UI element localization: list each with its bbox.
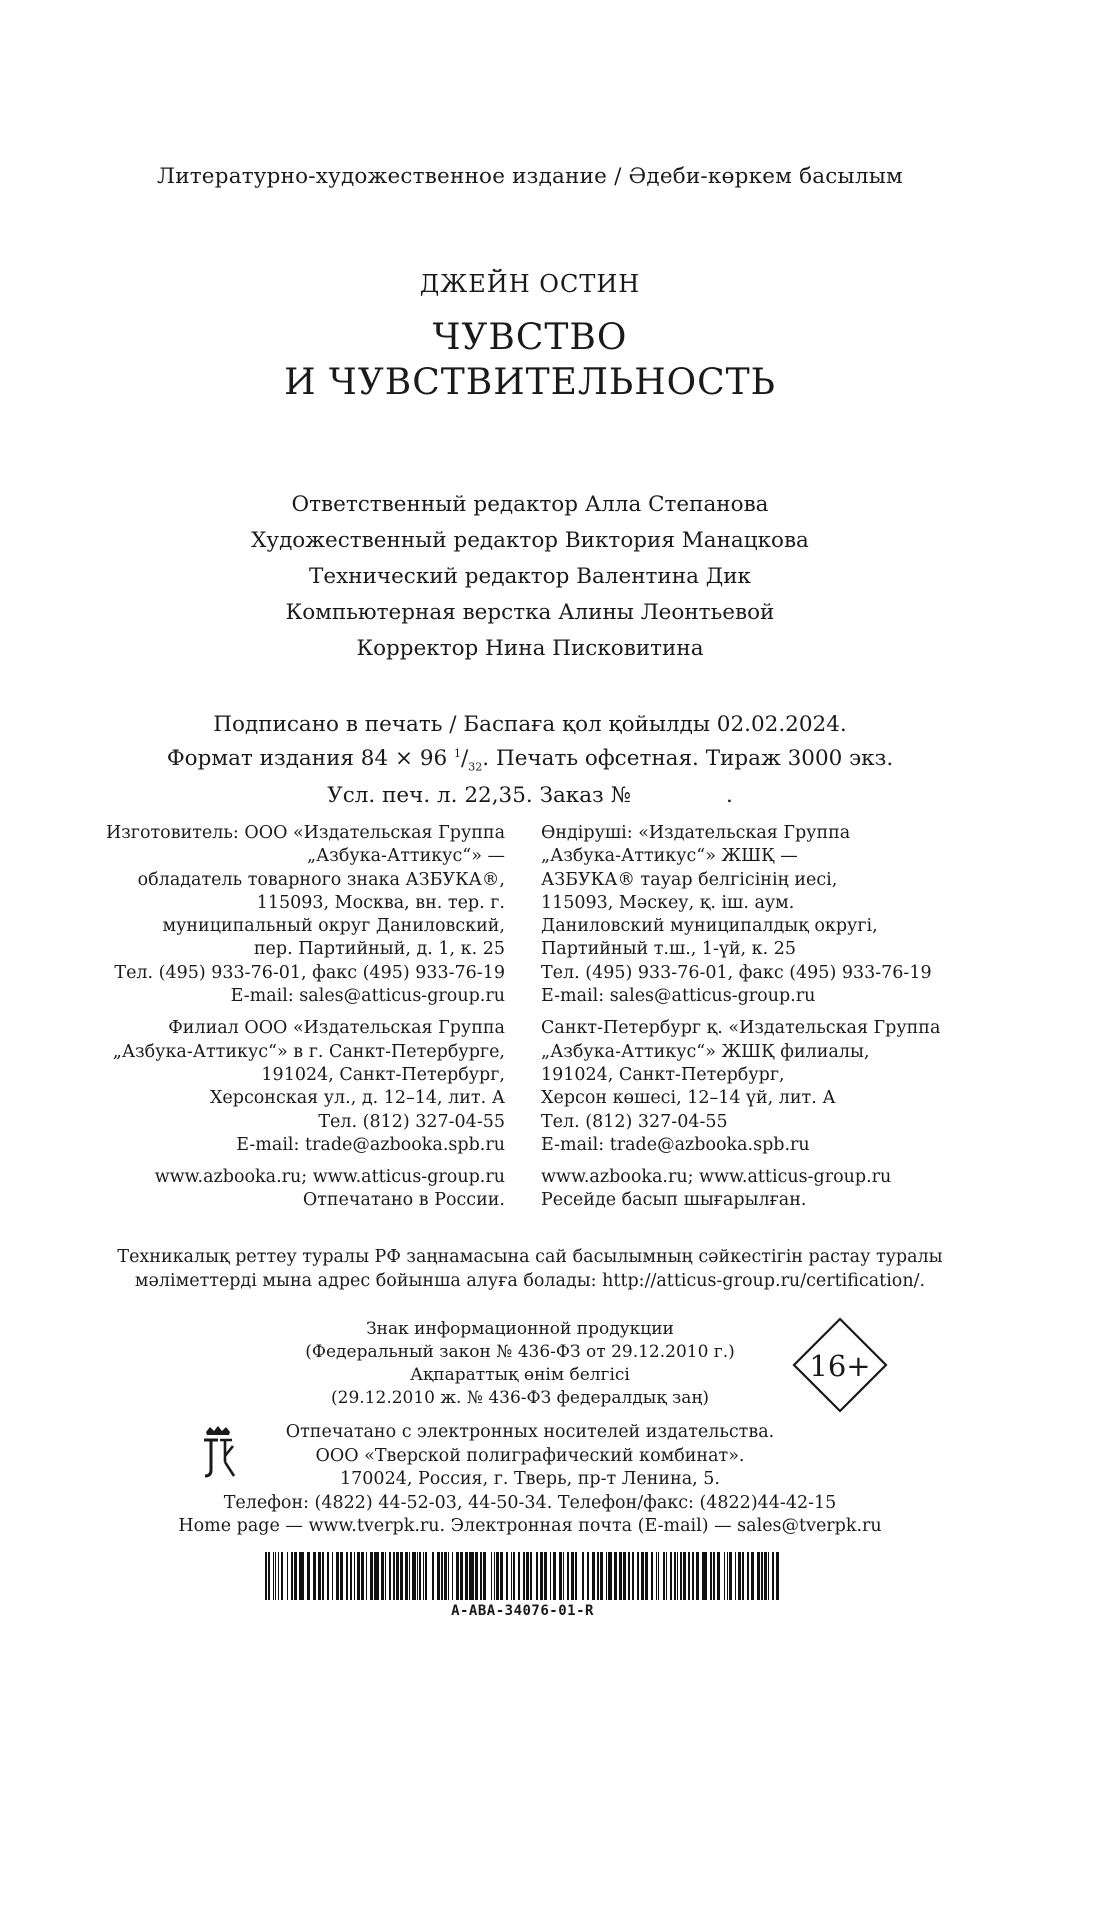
barcode-bar [456,1552,459,1600]
barcode-bar [727,1552,728,1600]
barcode-bar [663,1552,665,1600]
barcode-bar [713,1552,715,1600]
barcode-bar [336,1552,339,1600]
title-line-1: ЧУВСТВО [432,317,628,358]
printer-line: 170024, Россия, г. Тверь, пр-т Ленина, 5. [340,1469,720,1489]
barcode-bar [768,1552,769,1600]
signed-line: Подписано в печать / Баспаға қол қойылды 02.02.2024. [213,712,847,737]
barcode-bar [666,1552,667,1600]
barcode-bar [491,1552,492,1600]
branch-line: E-mail: trade@azbooka.spb.ru [236,1134,505,1155]
manufacturer-line: „Азбука-Аттикус“» ЖШҚ — [541,846,798,867]
barcode-bar [776,1552,779,1600]
branch-line: „Азбука-Аттикус“» в г. Санкт-Петербурге, [112,1041,505,1062]
manufacturer-column-kz [541,822,940,1213]
credit-line: Ответственный редактор Алла Степанова [291,492,769,517]
barcode-bar [674,1552,676,1600]
printer-line: ООО «Тверской полиграфический комбинат». [315,1445,745,1466]
barcode-bar [747,1552,749,1600]
barcode-bar [738,1552,741,1600]
manufacturer-line: 115093, Мәскеу, қ. іш. аум. [541,892,795,913]
barcode-bar [772,1552,774,1600]
barcode-bar [396,1552,399,1600]
branch-line: „Азбука-Аттикус“» ЖШҚ филиалы, [541,1041,870,1062]
barcode-bar [641,1552,644,1600]
barcode-bar [374,1552,379,1600]
barcode-bar [465,1552,468,1600]
manufacturer-line: обладатель товарного знака АЗБУКА®, [137,869,505,890]
barcode-bar [506,1552,508,1600]
barcode-bar [536,1552,538,1600]
barcode-bar [444,1552,447,1600]
manufacturer-line: Изготовитель: ООО «Издательская Группа [105,823,505,843]
barcode-bar [614,1552,617,1600]
barcode-bar [291,1552,293,1600]
manufacturer-column-ru [106,822,505,1213]
barcode-bar [281,1552,283,1600]
barcode-bar [677,1552,678,1600]
barcode-bar [441,1552,443,1600]
barcode-bar [600,1552,603,1600]
barcode-bar [425,1552,427,1600]
barcode-bar [571,1552,574,1600]
order-line: Усл. печ. л. 22,35. Заказ № . [327,783,733,809]
barcode-bar [313,1552,316,1600]
barcode-bar [632,1552,634,1600]
branch-line: Филиал ООО «Издательская Группа [168,1018,505,1039]
barcode-bar [419,1552,421,1600]
branch-line: 191024, Санкт-Петербург, [261,1064,505,1085]
barcode-bar [550,1552,551,1600]
barcode-code: A-ABA-34076-01-R [451,1603,594,1619]
barcode-bar [318,1552,321,1600]
manufacturer-line: Партийный т.ш., 1-үй, к. 25 [541,939,796,960]
branch-line: Тел. (812) 327-04-55 [318,1111,505,1132]
barcode-bar [340,1552,343,1600]
barcode-bar [742,1552,744,1600]
manufacturer-line: муниципальный округ Даниловский, [162,916,505,937]
barcode-bar [265,1552,267,1600]
barcode-bar [460,1552,463,1600]
barcode-bar [658,1552,659,1600]
barcode-bar [448,1552,449,1600]
barcode-bar [670,1552,672,1600]
branch-line: Херсон көшесі, 12–14 үй, лит. А [541,1088,836,1109]
barcode-bar [764,1552,767,1600]
genre-line: Литературно-художественное издание / Әдеби-көркем басылым [157,164,903,189]
manufacturer-line: 115093, Москва, вн. тер. г. [256,892,505,913]
info-sign-line: (29.12.2010 ж. № 436-ФЗ федералдық заң) [331,1388,709,1408]
manufacturer-line: Тел. (495) 933-76-01, факс (495) 933-76-19 [541,962,932,983]
barcode-bar [692,1552,694,1600]
printer-line: Home page — www.tverpk.ru. Электронная почта (E-mail) — sales@tverpk.ru [178,1516,882,1536]
barcode-bar [559,1552,562,1600]
barcode-bar [405,1552,408,1600]
barcode-bar [688,1552,690,1600]
barcode-bar [452,1552,453,1600]
manufacturer-line: Тел. (495) 933-76-01, факс (495) 933-76-19 [114,962,505,983]
barcode-bar [273,1552,274,1600]
barcode-bar [735,1552,736,1600]
printed-in-line: Отпечатано в России. [302,1190,505,1211]
barcode-bar [683,1552,686,1600]
manufacturer-line: „Азбука-Аттикус“» — [306,846,505,867]
barcode-bar [702,1552,707,1600]
info-sign-line: (Федеральный закон № 436-ФЗ от 29.12.2010 г.) [305,1342,735,1362]
manufacturer-line: Даниловский муниципалдық округі, [541,916,878,937]
certification-line: Техникалық реттеу туралы РФ заңнамасына сай басылымның сәйкестігін растау туралы [117,1247,943,1267]
title-line-2: И ЧУВСТВИТЕЛЬНОСТЬ [284,362,776,403]
barcode-bar [511,1552,512,1600]
barcode-bar [656,1552,657,1600]
branch-line: E-mail: trade@azbooka.spb.ru [541,1134,810,1155]
barcode-bar [592,1552,595,1600]
branch-line: 191024, Санкт-Петербург, [541,1064,785,1085]
printer-line: Отпечатано с электронных носителей издательства. [285,1422,775,1442]
book-title [0,315,1060,405]
barcode-bar [680,1552,682,1600]
barcode-bar [751,1552,754,1600]
format-line: Формат издания 84 × 96 $^1/_{32}$. Печать офсетная. Тираж 3000 экз. [166,746,894,774]
barcode-bar [513,1552,515,1600]
barcode-bar [332,1552,333,1600]
credit-line: Компьютерная верстка Алины Леонтьевой [285,600,775,625]
printed-in-line: Ресейде басып шығарылған. [541,1190,807,1211]
barcode-bar [278,1552,279,1600]
barcode-bar [544,1552,547,1600]
website-line: www.azbooka.ru; www.atticus-group.ru [154,1167,505,1188]
branch-line: Санкт-Петербург қ. «Издательская Группа [541,1018,941,1039]
barcode-bar [366,1552,367,1600]
barcode-bar [645,1552,648,1600]
barcode-bar [724,1552,725,1600]
barcode-bar [268,1552,270,1600]
manufacturer-line: E-mail: sales@atticus-group.ru [230,986,505,1007]
barcode-bar [417,1552,418,1600]
website-line: www.azbooka.ru; www.atticus-group.ru [541,1167,892,1188]
credit-line: Корректор Нина Писковитина [356,636,704,661]
barcode-bar [575,1552,577,1600]
barcode-bar [361,1552,364,1600]
barcode-bar [761,1552,763,1600]
manufacturer-line: АЗБУКА® тауар белгісінің иесі, [541,869,838,890]
barcode-bar [275,1552,276,1600]
barcode-bar [432,1552,434,1600]
barcode-bar [651,1552,653,1600]
barcode-bar [526,1552,529,1600]
barcode-bar [628,1552,630,1600]
author-name: ДЖЕЙН ОСТИН [419,270,641,298]
format-denominator: 32 [468,760,483,774]
barcode-bar [500,1552,503,1600]
format-numerator: 1 [454,747,462,760]
barcode-bar [540,1552,543,1600]
barcode-bar [483,1552,486,1600]
info-sign-line: Знак информационной продукции [366,1319,674,1339]
barcode-icon [265,1552,780,1600]
barcode-bar [287,1552,288,1600]
barcode-bar [563,1552,564,1600]
editorial-credits [0,487,1060,667]
info-sign-line: Ақпараттық өнім белгісі [410,1365,630,1385]
barcode-bar [294,1552,297,1600]
barcode-bar [423,1552,424,1600]
barcode-bar [518,1552,520,1600]
barcode-bar [494,1552,495,1600]
barcode-bar [496,1552,499,1600]
barcode-bar [322,1552,324,1600]
barcode-bar [327,1552,329,1600]
credit-line: Художественный редактор Виктория Манацкова [251,528,809,553]
barcode-bar [729,1552,732,1600]
credit-line: Технический редактор Валентина Дик [309,564,751,589]
barcode-bar [696,1552,699,1600]
barcode-bar [757,1552,760,1600]
barcode-bar [567,1552,569,1600]
barcode-bar [469,1552,474,1600]
barcode-bar [717,1552,720,1600]
barcode-bar [381,1552,384,1600]
manufacturer-line: Өндіруші: «Издательская Группа [541,823,851,843]
barcode-bar [475,1552,478,1600]
barcode-bar [523,1552,525,1600]
barcode-bar [553,1552,556,1600]
barcode-bar [412,1552,416,1600]
barcode-bar [389,1552,391,1600]
barcode-bar [608,1552,612,1600]
print-info [0,710,1060,810]
barcode-bar [606,1552,607,1600]
barcode-bar [530,1552,532,1600]
barcode-bar [619,1552,622,1600]
manufacturer-line: пер. Партийный, д. 1, к. 25 [253,939,505,960]
barcode-bar [307,1552,310,1600]
barcode-bar [710,1552,712,1600]
branch-line: Тел. (812) 327-04-55 [541,1111,728,1132]
barcode-bar [409,1552,410,1600]
barcode-bar [587,1552,589,1600]
printer-line: Телефон: (4822) 44-52-03, 44-50-34. Телефон/факс: (4822)44-42-15 [223,1492,837,1513]
barcode-bar [354,1552,355,1600]
printer-info [0,1421,1060,1539]
barcode-bar [350,1552,352,1600]
barcode-bar [400,1552,403,1600]
barcode-bar [393,1552,395,1600]
branch-line: Херсонская ул., д. 12–14, лит. А [209,1088,505,1109]
barcode-bar [346,1552,348,1600]
certification-line: мәліметтерді мына адрес бойынша алуға болады: http://atticus-group.ru/certification/. [134,1271,926,1291]
certification-note [0,1245,1060,1293]
barcode-bar [437,1552,440,1600]
barcode-bar [582,1552,584,1600]
barcode-bar [597,1552,599,1600]
barcode-bar [357,1552,360,1600]
manufacturer-line: E-mail: sales@atticus-group.ru [541,986,816,1007]
barcode-bar [480,1552,482,1600]
barcode-bar [370,1552,373,1600]
barcode-bar [637,1552,639,1600]
barcode-bar [623,1552,626,1600]
barcode-bar [299,1552,304,1600]
barcode-bar [385,1552,386,1600]
age-rating: 16+ [809,1349,871,1383]
info-product-sign [240,1318,800,1410]
